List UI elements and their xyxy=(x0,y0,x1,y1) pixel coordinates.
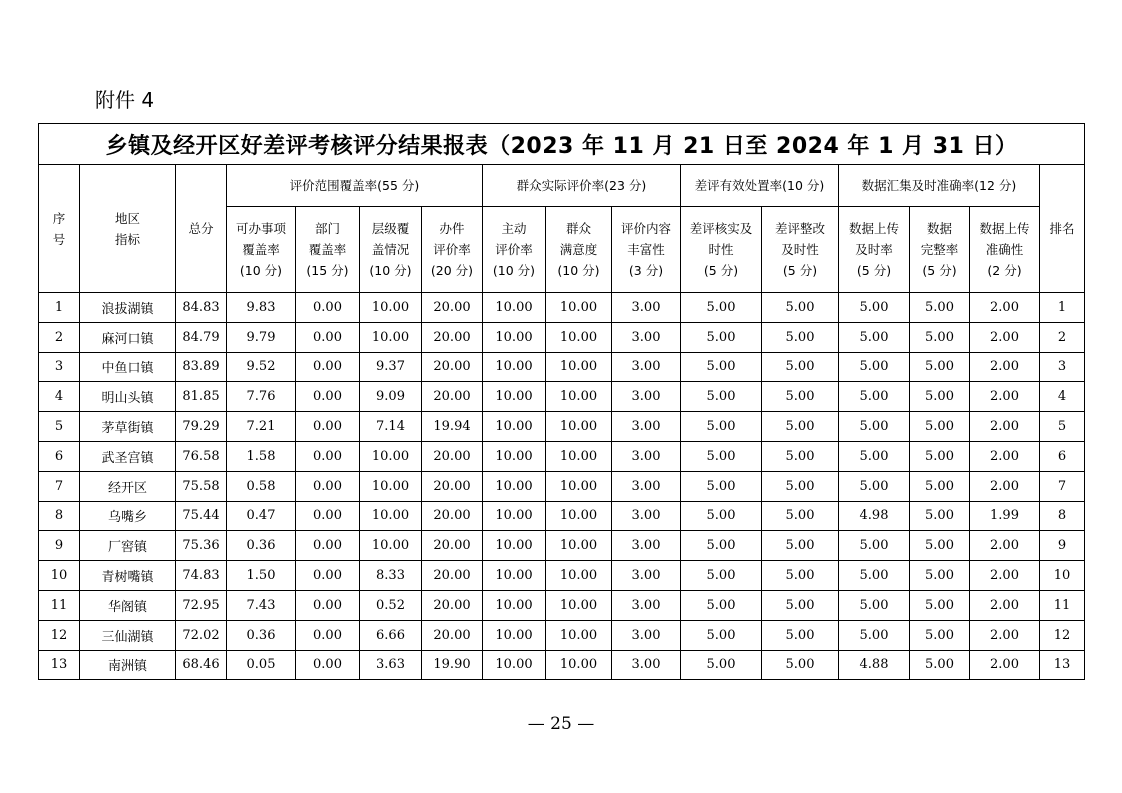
table-cell: 10.00 xyxy=(483,590,546,620)
table-cell: 10.00 xyxy=(546,322,612,352)
table-cell: 0.00 xyxy=(296,620,360,650)
table-cell: 19.94 xyxy=(422,412,483,442)
region-name-cell: 中鱼口镇 xyxy=(80,352,176,382)
table-cell: 10 xyxy=(39,561,80,591)
table-cell: 10.00 xyxy=(483,531,546,561)
table-cell: 3.00 xyxy=(612,322,681,352)
table-row xyxy=(39,352,1085,382)
table-cell: 2.00 xyxy=(970,322,1040,352)
table-cell: 75.44 xyxy=(176,501,227,531)
table-cell: 20.00 xyxy=(422,322,483,352)
table-cell: 11 xyxy=(39,590,80,620)
table-cell: 3.00 xyxy=(612,412,681,442)
table-cell: 5.00 xyxy=(762,590,839,620)
subheader-11: 数据 完整率 (5 分) xyxy=(910,207,970,293)
table-row xyxy=(39,531,1085,561)
table-cell: 10.00 xyxy=(360,471,422,501)
table-cell: 0.36 xyxy=(227,531,296,561)
table-cell: 10.00 xyxy=(483,501,546,531)
table-cell: 10 xyxy=(1040,561,1085,591)
table-cell: 3 xyxy=(39,352,80,382)
table-cell: 2 xyxy=(39,322,80,352)
table-cell: 7.76 xyxy=(227,382,296,412)
table-cell: 5.00 xyxy=(681,561,762,591)
table-cell: 5.00 xyxy=(681,620,762,650)
table-cell: 5.00 xyxy=(839,293,910,323)
table-cell: 10.00 xyxy=(360,322,422,352)
table-row xyxy=(39,650,1085,680)
group-header-coverage: 评价范围覆盖率(55 分) xyxy=(227,165,483,207)
table-cell: 19.90 xyxy=(422,650,483,680)
table-cell: 2.00 xyxy=(970,471,1040,501)
table-cell: 2 xyxy=(1040,322,1085,352)
table-cell: 5.00 xyxy=(762,352,839,382)
table-cell: 5.00 xyxy=(681,322,762,352)
table-cell: 5.00 xyxy=(681,650,762,680)
table-cell: 10.00 xyxy=(483,412,546,442)
table-cell: 7.43 xyxy=(227,590,296,620)
table-cell: 20.00 xyxy=(422,441,483,471)
table-cell: 20.00 xyxy=(422,293,483,323)
table-cell: 3.00 xyxy=(612,590,681,620)
table-cell: 5.00 xyxy=(839,352,910,382)
table-cell: 1.58 xyxy=(227,441,296,471)
table-cell: 72.95 xyxy=(176,590,227,620)
table-cell: 0.00 xyxy=(296,293,360,323)
table-cell: 10.00 xyxy=(360,293,422,323)
table-cell: 0.00 xyxy=(296,412,360,442)
table-cell: 5.00 xyxy=(839,620,910,650)
table-cell: 5.00 xyxy=(839,590,910,620)
table-cell: 75.36 xyxy=(176,531,227,561)
table-cell: 3.00 xyxy=(612,293,681,323)
table-cell: 10.00 xyxy=(483,352,546,382)
table-cell: 0.00 xyxy=(296,441,360,471)
table-cell: 10.00 xyxy=(546,620,612,650)
region-name-cell: 经开区 xyxy=(80,471,176,501)
table-cell: 5.00 xyxy=(762,322,839,352)
table-cell: 2.00 xyxy=(970,650,1040,680)
table-cell: 75.58 xyxy=(176,471,227,501)
table-cell: 10.00 xyxy=(483,561,546,591)
table-cell: 5.00 xyxy=(681,352,762,382)
table-cell: 10.00 xyxy=(483,650,546,680)
table-cell: 0.00 xyxy=(296,471,360,501)
table-cell: 5.00 xyxy=(762,501,839,531)
table-cell: 3.00 xyxy=(612,352,681,382)
table-cell: 83.89 xyxy=(176,352,227,382)
table-cell: 0.00 xyxy=(296,352,360,382)
table-cell: 9.52 xyxy=(227,352,296,382)
subheader-12: 数据上传 准确性 (2 分) xyxy=(970,207,1040,293)
table-cell: 9.37 xyxy=(360,352,422,382)
results-table xyxy=(38,123,1085,680)
table-cell: 5 xyxy=(1040,412,1085,442)
table-cell: 20.00 xyxy=(422,352,483,382)
table-cell: 10.00 xyxy=(546,501,612,531)
table-cell: 4 xyxy=(1040,382,1085,412)
table-cell: 10.00 xyxy=(546,471,612,501)
table-cell: 10.00 xyxy=(546,561,612,591)
table-cell: 5.00 xyxy=(762,441,839,471)
header-rank: 排名 xyxy=(1040,165,1085,293)
table-cell: 2.00 xyxy=(970,441,1040,471)
table-cell: 1 xyxy=(39,293,80,323)
table-title: 乡镇及经开区好差评考核评分结果报表（2023 年 11 月 21 日至 2024 年 1 月 31 日） xyxy=(39,124,1085,165)
header-total: 总分 xyxy=(176,165,227,293)
table-cell: 5.00 xyxy=(762,650,839,680)
table-cell: 0.00 xyxy=(296,650,360,680)
table-cell: 3.63 xyxy=(360,650,422,680)
group-header-evaluation: 群众实际评价率(23 分) xyxy=(483,165,681,207)
table-cell: 10.00 xyxy=(546,293,612,323)
table-cell: 84.83 xyxy=(176,293,227,323)
subheader-1: 可办事项 覆盖率 (10 分) xyxy=(227,207,296,293)
table-cell: 79.29 xyxy=(176,412,227,442)
table-cell: 20.00 xyxy=(422,382,483,412)
table-cell: 9 xyxy=(39,531,80,561)
table-cell: 10.00 xyxy=(360,441,422,471)
table-row xyxy=(39,561,1085,591)
table-cell: 3.00 xyxy=(612,382,681,412)
table-cell: 7 xyxy=(1040,471,1085,501)
table-cell: 0.47 xyxy=(227,501,296,531)
table-cell: 5.00 xyxy=(839,561,910,591)
table-cell: 0.58 xyxy=(227,471,296,501)
table-cell: 3.00 xyxy=(612,501,681,531)
table-cell: 5.00 xyxy=(681,293,762,323)
table-cell: 20.00 xyxy=(422,620,483,650)
table-cell: 3.00 xyxy=(612,441,681,471)
table-row xyxy=(39,441,1085,471)
table-cell: 2.00 xyxy=(970,590,1040,620)
table-cell: 6 xyxy=(39,441,80,471)
table-cell: 0.00 xyxy=(296,501,360,531)
table-cell: 0.52 xyxy=(360,590,422,620)
table-cell: 20.00 xyxy=(422,531,483,561)
table-cell: 0.00 xyxy=(296,531,360,561)
table-cell: 5.00 xyxy=(839,441,910,471)
table-cell: 5.00 xyxy=(762,531,839,561)
table-cell: 1 xyxy=(1040,293,1085,323)
table-cell: 1.99 xyxy=(970,501,1040,531)
table-cell: 2.00 xyxy=(970,412,1040,442)
table-cell: 5.00 xyxy=(681,531,762,561)
region-name-cell: 茅草街镇 xyxy=(80,412,176,442)
table-cell: 10.00 xyxy=(483,471,546,501)
table-cell: 72.02 xyxy=(176,620,227,650)
subheader-2: 部门 覆盖率 (15 分) xyxy=(296,207,360,293)
table-cell: 5.00 xyxy=(839,412,910,442)
region-name-cell: 南洲镇 xyxy=(80,650,176,680)
table-cell: 5.00 xyxy=(762,412,839,442)
table-cell: 5.00 xyxy=(681,471,762,501)
table-cell: 5.00 xyxy=(910,322,970,352)
table-cell: 5.00 xyxy=(839,471,910,501)
table-cell: 5.00 xyxy=(910,620,970,650)
table-row xyxy=(39,620,1085,650)
table-cell: 68.46 xyxy=(176,650,227,680)
table-cell: 7.21 xyxy=(227,412,296,442)
table-cell: 20.00 xyxy=(422,501,483,531)
table-cell: 3.00 xyxy=(612,561,681,591)
table-cell: 1.50 xyxy=(227,561,296,591)
table-row xyxy=(39,471,1085,501)
table-cell: 6.66 xyxy=(360,620,422,650)
table-cell: 3.00 xyxy=(612,531,681,561)
table-row xyxy=(39,412,1085,442)
table-row xyxy=(39,293,1085,323)
table-cell: 74.83 xyxy=(176,561,227,591)
table-cell: 2.00 xyxy=(970,352,1040,382)
table-cell: 20.00 xyxy=(422,471,483,501)
table-cell: 9 xyxy=(1040,531,1085,561)
header-seq: 序 号 xyxy=(39,165,80,293)
subheader-6: 群众 满意度 (10 分) xyxy=(546,207,612,293)
table-cell: 5.00 xyxy=(762,561,839,591)
table-cell: 9.79 xyxy=(227,322,296,352)
subheader-8: 差评核实及 时性 (5 分) xyxy=(681,207,762,293)
region-name-cell: 三仙湖镇 xyxy=(80,620,176,650)
table-cell: 7.14 xyxy=(360,412,422,442)
table-cell: 5.00 xyxy=(681,382,762,412)
subheader-10: 数据上传 及时率 (5 分) xyxy=(839,207,910,293)
table-cell: 12 xyxy=(39,620,80,650)
table-cell: 8 xyxy=(1040,501,1085,531)
table-cell: 9.83 xyxy=(227,293,296,323)
table-cell: 20.00 xyxy=(422,561,483,591)
table-cell: 10.00 xyxy=(546,352,612,382)
table-cell: 5.00 xyxy=(910,531,970,561)
table-row xyxy=(39,322,1085,352)
table-cell: 10.00 xyxy=(360,501,422,531)
table-cell: 76.58 xyxy=(176,441,227,471)
table-cell: 81.85 xyxy=(176,382,227,412)
table-cell: 5.00 xyxy=(681,412,762,442)
table-cell: 10.00 xyxy=(483,293,546,323)
table-cell: 5 xyxy=(39,412,80,442)
table-row xyxy=(39,590,1085,620)
table-cell: 10.00 xyxy=(483,620,546,650)
table-cell: 10.00 xyxy=(360,531,422,561)
table-cell: 5.00 xyxy=(681,441,762,471)
table-cell: 0.36 xyxy=(227,620,296,650)
table-cell: 8 xyxy=(39,501,80,531)
table-row xyxy=(39,382,1085,412)
table-cell: 10.00 xyxy=(546,590,612,620)
table-cell: 4 xyxy=(39,382,80,412)
header-region: 地区 指标 xyxy=(80,165,176,293)
table-cell: 5.00 xyxy=(762,620,839,650)
table-cell: 0.00 xyxy=(296,322,360,352)
table-cell: 12 xyxy=(1040,620,1085,650)
table-cell: 13 xyxy=(39,650,80,680)
table-cell: 3.00 xyxy=(612,620,681,650)
subheader-4: 办件 评价率 (20 分) xyxy=(422,207,483,293)
table-cell: 10.00 xyxy=(546,441,612,471)
table-cell: 10.00 xyxy=(546,650,612,680)
page-number: — 25 — xyxy=(527,714,595,734)
subheader-9: 差评整改 及时性 (5 分) xyxy=(762,207,839,293)
table-cell: 3.00 xyxy=(612,471,681,501)
table-cell: 2.00 xyxy=(970,620,1040,650)
table-cell: 10.00 xyxy=(483,322,546,352)
table-cell: 5.00 xyxy=(910,382,970,412)
table-cell: 5.00 xyxy=(910,501,970,531)
table-cell: 2.00 xyxy=(970,382,1040,412)
table-row xyxy=(39,501,1085,531)
table-cell: 3 xyxy=(1040,352,1085,382)
table-cell: 11 xyxy=(1040,590,1085,620)
table-cell: 5.00 xyxy=(910,650,970,680)
subheader-5: 主动 评价率 (10 分) xyxy=(483,207,546,293)
table-cell: 5.00 xyxy=(762,382,839,412)
table-cell: 5.00 xyxy=(762,293,839,323)
table-cell: 0.05 xyxy=(227,650,296,680)
table-cell: 0.00 xyxy=(296,561,360,591)
table-cell: 5.00 xyxy=(910,471,970,501)
region-name-cell: 华阁镇 xyxy=(80,590,176,620)
table-cell: 5.00 xyxy=(839,382,910,412)
table-cell: 10.00 xyxy=(546,382,612,412)
region-name-cell: 青树嘴镇 xyxy=(80,561,176,591)
table-cell: 5.00 xyxy=(910,293,970,323)
table-cell: 3.00 xyxy=(612,650,681,680)
table-cell: 4.88 xyxy=(839,650,910,680)
table-cell: 5.00 xyxy=(910,590,970,620)
table-cell: 5.00 xyxy=(839,531,910,561)
table-cell: 5.00 xyxy=(681,590,762,620)
table-cell: 10.00 xyxy=(483,382,546,412)
table-cell: 7 xyxy=(39,471,80,501)
table-cell: 10.00 xyxy=(483,441,546,471)
region-name-cell: 明山头镇 xyxy=(80,382,176,412)
group-header-bad-review: 差评有效处置率(10 分) xyxy=(681,165,839,207)
region-name-cell: 浪拔湖镇 xyxy=(80,293,176,323)
table-cell: 8.33 xyxy=(360,561,422,591)
table-cell: 13 xyxy=(1040,650,1085,680)
table-cell: 84.79 xyxy=(176,322,227,352)
table-cell: 2.00 xyxy=(970,561,1040,591)
group-header-data: 数据汇集及时准确率(12 分) xyxy=(839,165,1040,207)
table-cell: 5.00 xyxy=(839,322,910,352)
table-cell: 5.00 xyxy=(910,352,970,382)
table-cell: 9.09 xyxy=(360,382,422,412)
table-cell: 10.00 xyxy=(546,531,612,561)
table-cell: 5.00 xyxy=(762,471,839,501)
table-cell: 2.00 xyxy=(970,531,1040,561)
attachment-label: 附件 4 xyxy=(95,88,155,112)
table-cell: 5.00 xyxy=(681,501,762,531)
table-cell: 4.98 xyxy=(839,501,910,531)
table-cell: 10.00 xyxy=(546,412,612,442)
table-cell: 20.00 xyxy=(422,590,483,620)
table-cell: 5.00 xyxy=(910,412,970,442)
table-cell: 2.00 xyxy=(970,293,1040,323)
table-cell: 5.00 xyxy=(910,441,970,471)
table-cell: 6 xyxy=(1040,441,1085,471)
subheader-3: 层级覆 盖情况 (10 分) xyxy=(360,207,422,293)
region-name-cell: 武圣宫镇 xyxy=(80,441,176,471)
region-name-cell: 厂窖镇 xyxy=(80,531,176,561)
table-cell: 0.00 xyxy=(296,590,360,620)
table-cell: 0.00 xyxy=(296,382,360,412)
region-name-cell: 乌嘴乡 xyxy=(80,501,176,531)
table-cell: 5.00 xyxy=(910,561,970,591)
region-name-cell: 麻河口镇 xyxy=(80,322,176,352)
subheader-7: 评价内容 丰富性 (3 分) xyxy=(612,207,681,293)
